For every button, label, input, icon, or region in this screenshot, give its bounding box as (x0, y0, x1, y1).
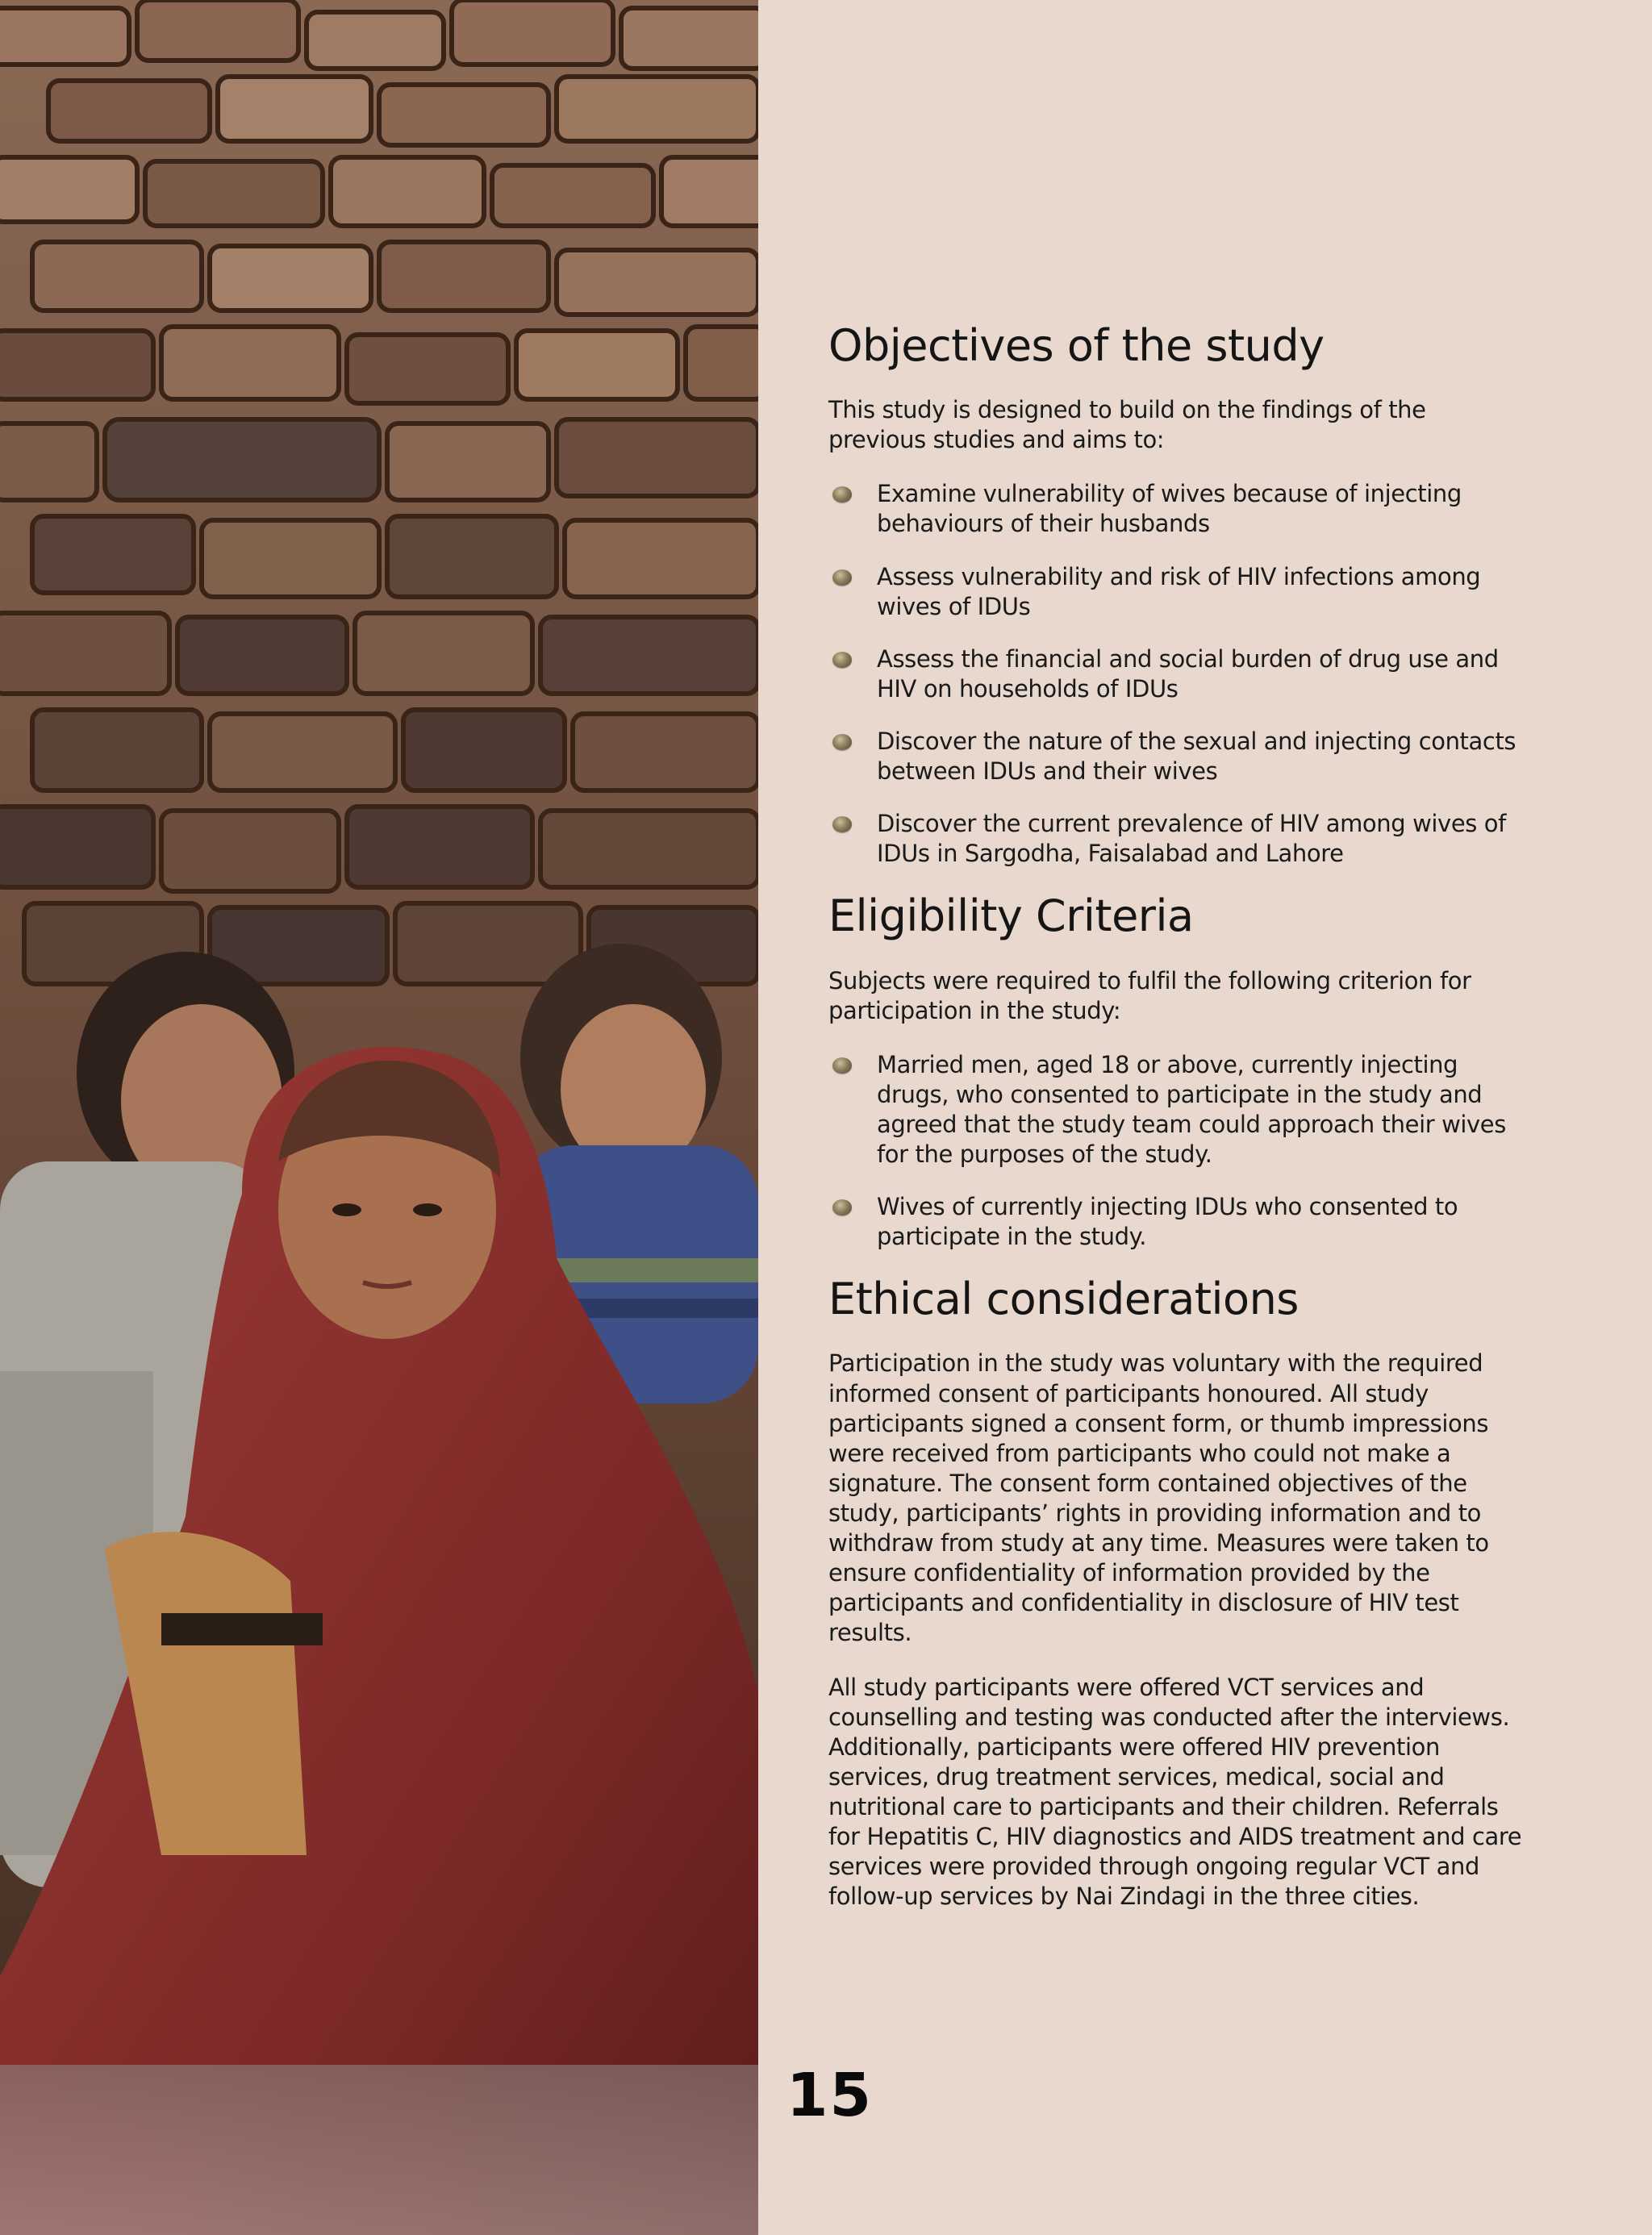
objectives-section (828, 321, 1522, 869)
eligibility-heading: Eligibility Criteria (828, 890, 1194, 942)
cover-photo (0, 0, 758, 2235)
bullet-icon (832, 486, 852, 502)
objectives-intro: This study is designed to build on the findings of the previous studies and aims to: (828, 396, 1426, 454)
eligibility-section (828, 891, 1522, 1252)
ethical-heading: Ethical considerations (828, 1274, 1299, 1325)
list-item: Assess the financial and social burden of drug use and HIV on households of IDUs (828, 644, 1522, 704)
bullet-icon (832, 569, 852, 586)
list-item: Discover the nature of the sexual and injecting contacts between IDUs and their wives (828, 727, 1522, 786)
ethical-section (828, 1274, 1522, 1912)
ethical-paragraph-2: All study participants were offered VCT services and counselling and testing was conducted after the interviews. Additionally, participants were offered HIV prevention services, drug treatment services, medical, social and nutritional care to participants and their children. Referrals for Hepatitis C, HIV diagnostics and AIDS treatment and care services were provided through ongoing regular VCT and follow-up services by Nai Zindagi in the three cities. (828, 1673, 1522, 1911)
bullet-icon (832, 1199, 852, 1215)
eligibility-intro: Subjects were required to fulfil the following criterion for participation in the study: (828, 966, 1471, 1024)
list-item: Married men, aged 18 or above, currently injecting drugs, who consented to participate in the study and agreed that the study team could approach their wives for the purposes of the study. (828, 1050, 1522, 1170)
objectives-heading: Objectives of the study (828, 320, 1325, 371)
text-column (828, 321, 1522, 1936)
bullet-icon (832, 1057, 852, 1074)
list-item: Wives of currently injecting IDUs who consented to participate in the study. (828, 1192, 1522, 1252)
bullet-icon (832, 652, 852, 668)
bullet-icon (832, 734, 852, 750)
bullet-icon (832, 816, 852, 832)
list-item: Assess vulnerability and risk of HIV infections among wives of IDUs (828, 562, 1522, 622)
ethical-paragraph-1: Participation in the study was voluntary with the required informed consent of participants honoured. All study participants signed a consent form, or thumb impressions were received from participants who could not make a signature. The consent form contained objectives of the study, participants’ rights in providing information and to withdraw from study at any time. Measures were taken to ensure confidentiality of information provided by the participants and confidentiality in disclosure of HIV test results. (828, 1349, 1489, 1647)
list-item: Discover the current prevalence of HIV among wives of IDUs in Sargodha, Faisalabad and Lahore (828, 809, 1522, 869)
objectives-list (828, 479, 1522, 869)
eligibility-list (828, 1050, 1522, 1253)
page-number: 15 (786, 2061, 873, 2130)
list-item: Examine vulnerability of wives because of injecting behaviours of their husbands (828, 479, 1522, 539)
